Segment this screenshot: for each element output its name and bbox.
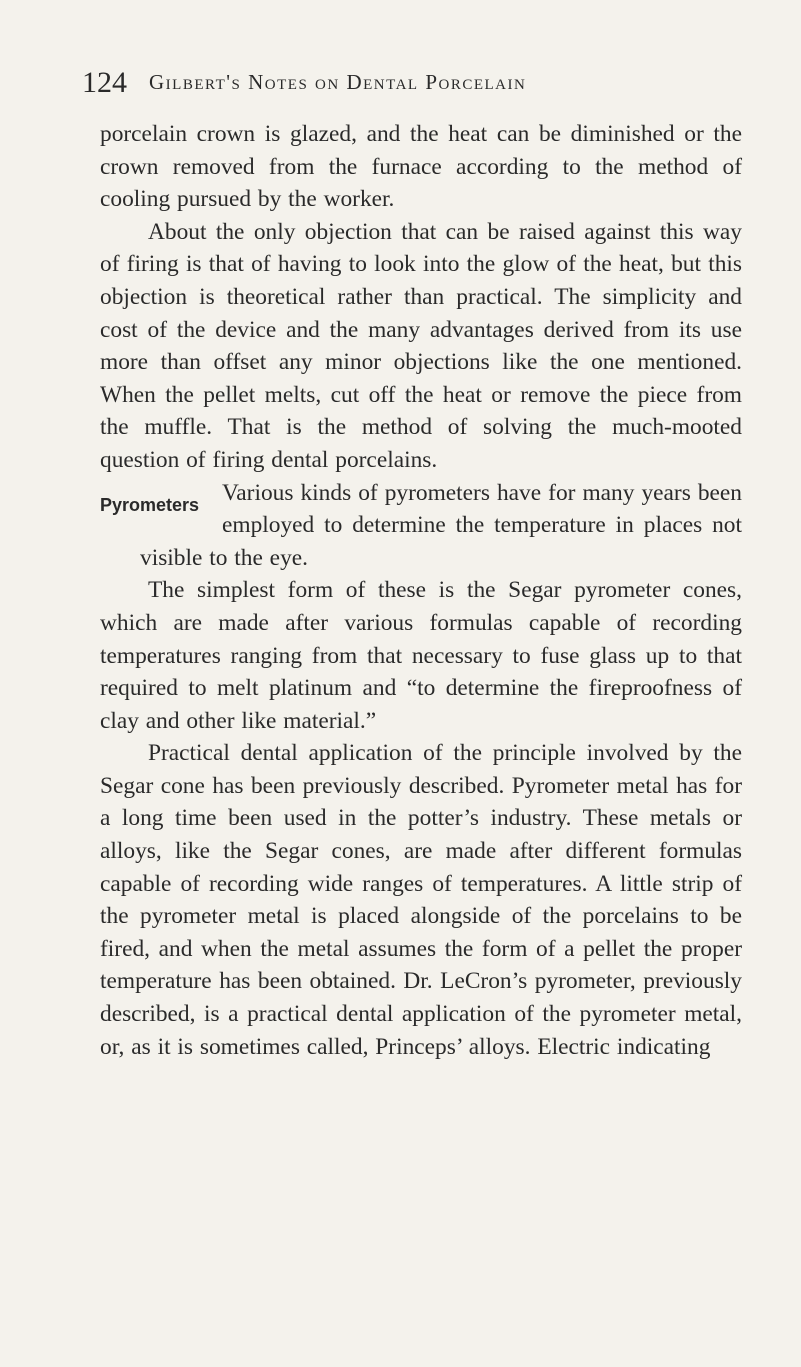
body-text — [100, 118, 742, 1063]
running-head — [82, 66, 742, 100]
pyrometers-lead-text: Various kinds of pyrometers have for many years been employed to determine the temperature in places not visible to the eye. — [140, 479, 742, 571]
paragraph-firing-objection: About the only objection that can be raised against this way of firing is that of having to look into the glow of the heat, but this objection is theoretical rather than practical. The simplicity and cost of the device and the many advantages derived from its use more than offset any minor objections like the one mentioned. When the pellet melts, cut off the heat or remove the piece from the muffle. That is the method of solving the much-mooted question of firing dental porcelains. — [100, 218, 742, 473]
paragraph-continued: porcelain crown is glazed, and the heat can be diminished or the crown removed from the furnace according to the method of cooling pursued by the worker. — [100, 121, 742, 213]
paragraph-pyrometers — [100, 477, 742, 575]
paragraph-pyrometer-metal: Practical dental application of the principle involved by the Segar cone has been previously described. Pyrometer metal has for a long time been used in the potter’s industry. These metals or alloys, like the Segar cones, are made after different formulas capable of recording wide ranges of temperatures. A little strip of the pyrometer metal is placed alongside of the porcelains to be fired, and when the metal assumes the form of a pellet the proper temperature has been obtained. Dr. LeCron’s pyrometer, previously described, is a practical dental application of the pyrometer metal, or, as it is sometimes called, Princeps’ alloys. Electric indicating — [100, 740, 742, 1060]
page-number: 124 — [82, 66, 127, 99]
running-title: Gilbert's Notes on Dental Porcelain — [149, 70, 527, 94]
paragraph-segar-cones: The simplest form of these is the Segar pyrometer cones, which are made after various formulas capable of recording temperatures ranging from that necessary to fuse glass up to that required to melt platinum and “to determine the fireproofness of clay and other like material.” — [100, 577, 742, 734]
side-heading-pyrometers: Pyrometers — [100, 494, 200, 515]
